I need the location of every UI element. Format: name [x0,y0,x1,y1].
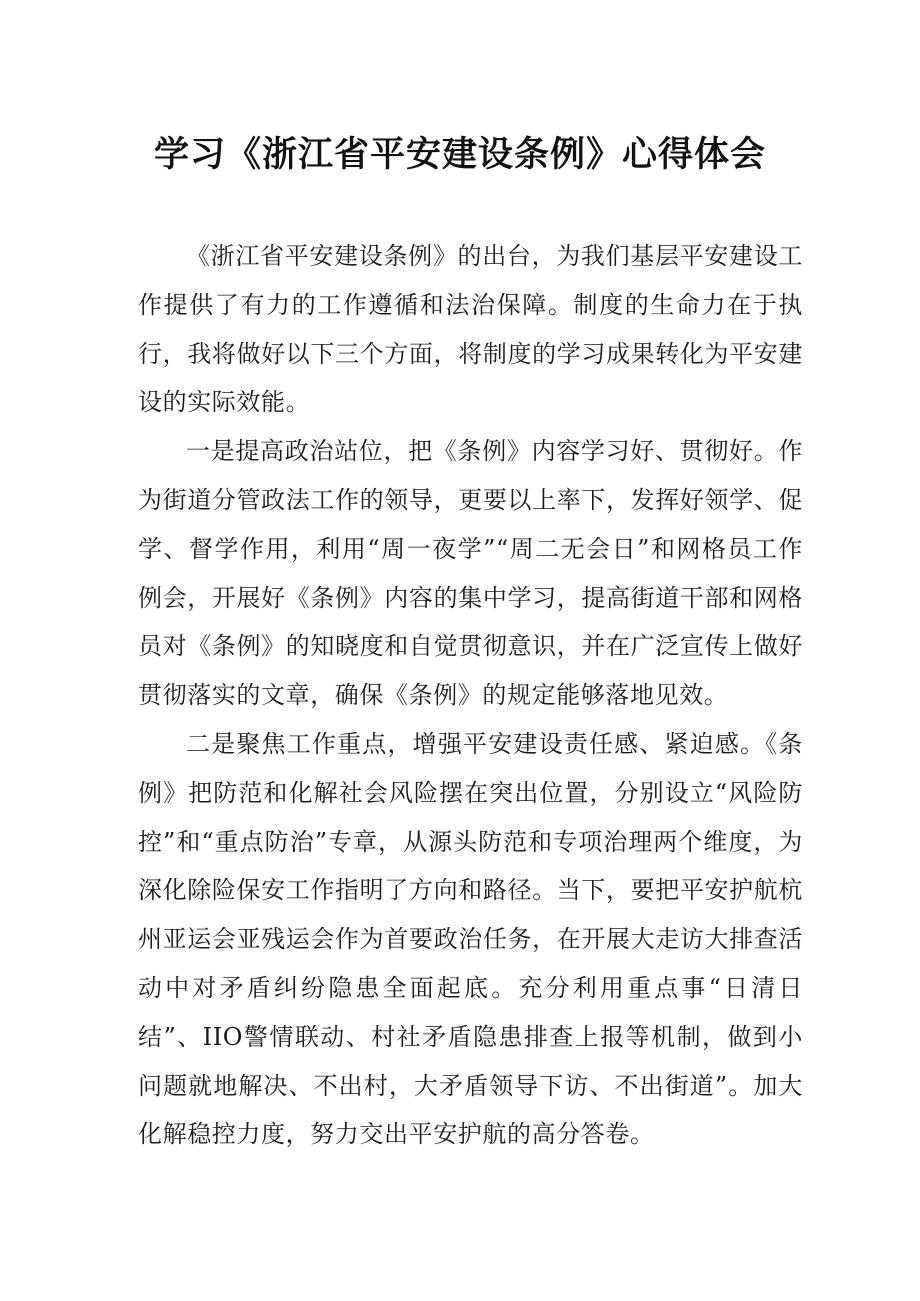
paragraph-intro: 《浙江省平安建设条例》的出台，为我们基层平安建设工作提供了有力的工作遵循和法治保障。制度的生命力在于执行，我将做好以下三个方面，将制度的学习成果转化为平安建设的实际效能。 [138,242,803,417]
paragraph-point-one: 一是提高政治站位，把《条例》内容学习好、贯彻好。作为街道分管政法工作的领导，更要以上率下，发挥好领学、促学、督学作用，利用“周一夜学”“周二无会日”和网格员工作例会，开展好《条例》内容的集中学习，提高街道干部和网格员对《条例》的知晓度和自觉贯彻意识，并在广泛宣传上做好贯彻落实的文章，确保《条例》的规定能够落地见效。 [138,437,803,710]
document-body [138,232,803,1159]
document-title: 学习《浙江省平安建设条例》心得体会 [153,135,766,175]
paragraph-point-two: 二是聚焦工作重点，增强平安建设责任感、紧迫感。《条例》把防范和化解社会风险摆在突出位置，分别设立“风险防控”和“重点防治”专章，从源头防范和专项治理两个维度，为深化除险保安工作指明了方向和路径。当下，要把平安护航杭州亚运会亚残运会作为首要政治任务，在开展大走访大排查活动中对矛盾纠纷隐患全面起底。充分利用重点事“日清日结”、IIO警情联动、村社矛盾隐患排查上报等机制，做到小问题就地解决、不出村，大矛盾领导下访、不出街道”。加大化解稳控力度，努力交出平安护航的高分答卷。 [138,729,803,1149]
